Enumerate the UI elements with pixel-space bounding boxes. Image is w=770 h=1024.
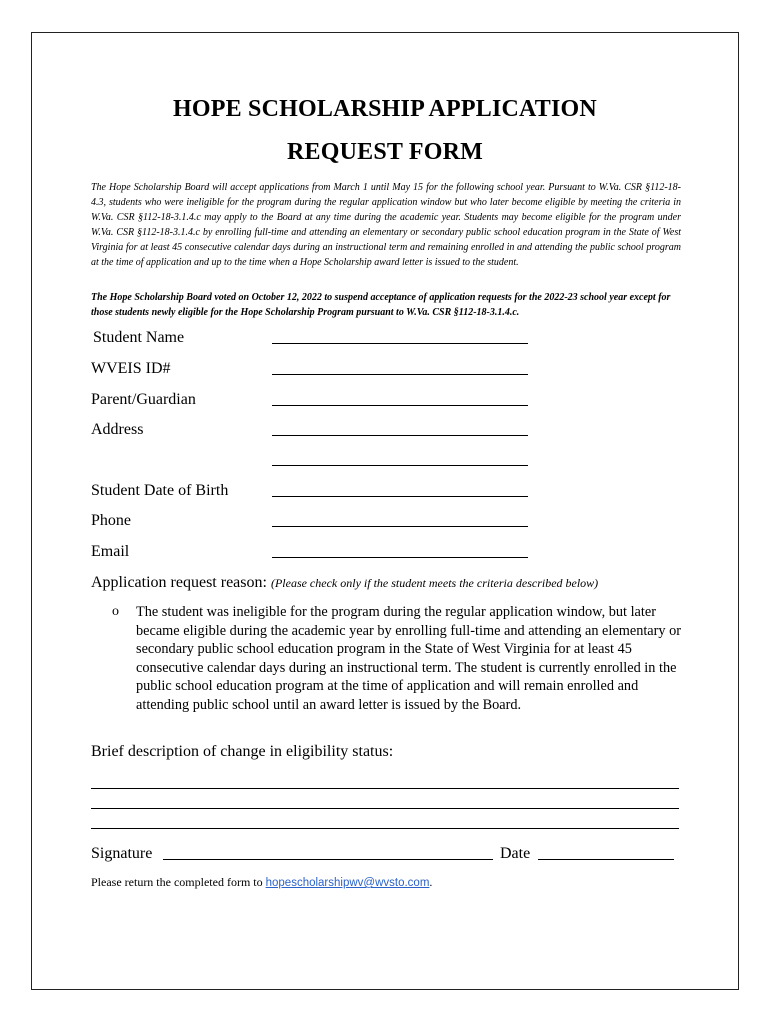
request-reason-label: Application request reason: bbox=[91, 574, 267, 591]
signature-label: Signature bbox=[91, 845, 153, 862]
request-reason bbox=[91, 574, 598, 592]
date-label: Date bbox=[500, 845, 531, 862]
suspension-notice: The Hope Scholarship Board voted on October 12, 2022 to suspend acceptance of application requests for the 2022-23 school year except for those students newly eligible for the Hope Scholarship Program pursuant to W.Va. CSR §112-18-3.1.4.c. bbox=[91, 292, 671, 318]
email-field[interactable] bbox=[272, 557, 528, 558]
student-dob-field[interactable] bbox=[272, 496, 528, 497]
form-title: HOPE SCHOLARSHIP APPLICATION bbox=[173, 96, 597, 122]
parent-guardian-field[interactable] bbox=[272, 405, 528, 406]
phone-field[interactable] bbox=[272, 526, 528, 527]
student-name-field[interactable] bbox=[272, 343, 528, 344]
student-name-label: Student Name bbox=[93, 329, 185, 346]
student-dob-label: Student Date of Birth bbox=[91, 482, 229, 499]
form-subtitle: REQUEST FORM bbox=[287, 139, 483, 165]
parent-guardian-label: Parent/Guardian bbox=[91, 391, 196, 408]
intro-paragraph: The Hope Scholarship Board will accept applications from March 1 until May 15 for the following school year. Pursuant to W.Va. CSR §112-18-4.3, students who were ineligible for the program during the regular application window but who later become eligible by meeting the criteria in W.Va. CSR §112-18-3.1.4.c may apply to the Board at any time during the academic year. Students may become eligible for the program under W.Va. CSR §112-18-3.1.4.c by enrolling full-time and attending an elementary or secondary public school education program in the State of West Virginia for at least 45 consecutive calendar days during an instructional term and remaining enrolled in and attending the public school program at the time of application and up to the time when a Hope Scholarship award letter is issued to the student. bbox=[91, 182, 681, 269]
return-suffix: . bbox=[429, 875, 433, 889]
date-field[interactable] bbox=[538, 859, 674, 860]
wveis-id-label: WVEIS ID# bbox=[91, 360, 171, 377]
return-prefix: Please return the completed form to bbox=[91, 875, 263, 889]
address-field-line1[interactable] bbox=[272, 435, 528, 436]
description-line-2[interactable] bbox=[91, 808, 679, 809]
signature-field[interactable] bbox=[163, 859, 493, 860]
email-label: Email bbox=[91, 543, 130, 560]
address-field-line2[interactable] bbox=[272, 465, 528, 466]
return-instructions bbox=[91, 875, 432, 890]
reason-option-text: The student was ineligible for the program during the regular application window, but later became eligible during the academic year by enrolling full-time and attending an elementary or secondary public school education program in the State of West Virginia for at least 45 consecutive calendar days during an instructional term. The student is currently enrolled in the public school education program at the time of application and will remain enrolled and attending public school until an award letter is issued by the Board. bbox=[136, 604, 682, 713]
description-line-3[interactable] bbox=[91, 828, 679, 829]
return-email-link[interactable]: hopescholarshipwv@wvsto.com bbox=[265, 877, 430, 889]
description-line-1[interactable] bbox=[91, 788, 679, 789]
request-reason-note: (Please check only if the student meets the criteria described below) bbox=[270, 576, 599, 590]
phone-label: Phone bbox=[91, 512, 131, 529]
reason-checkbox[interactable]: o bbox=[112, 604, 119, 619]
wveis-id-field[interactable] bbox=[272, 374, 528, 375]
brief-description-label: Brief description of change in eligibility status: bbox=[91, 743, 394, 760]
address-label: Address bbox=[91, 421, 144, 438]
